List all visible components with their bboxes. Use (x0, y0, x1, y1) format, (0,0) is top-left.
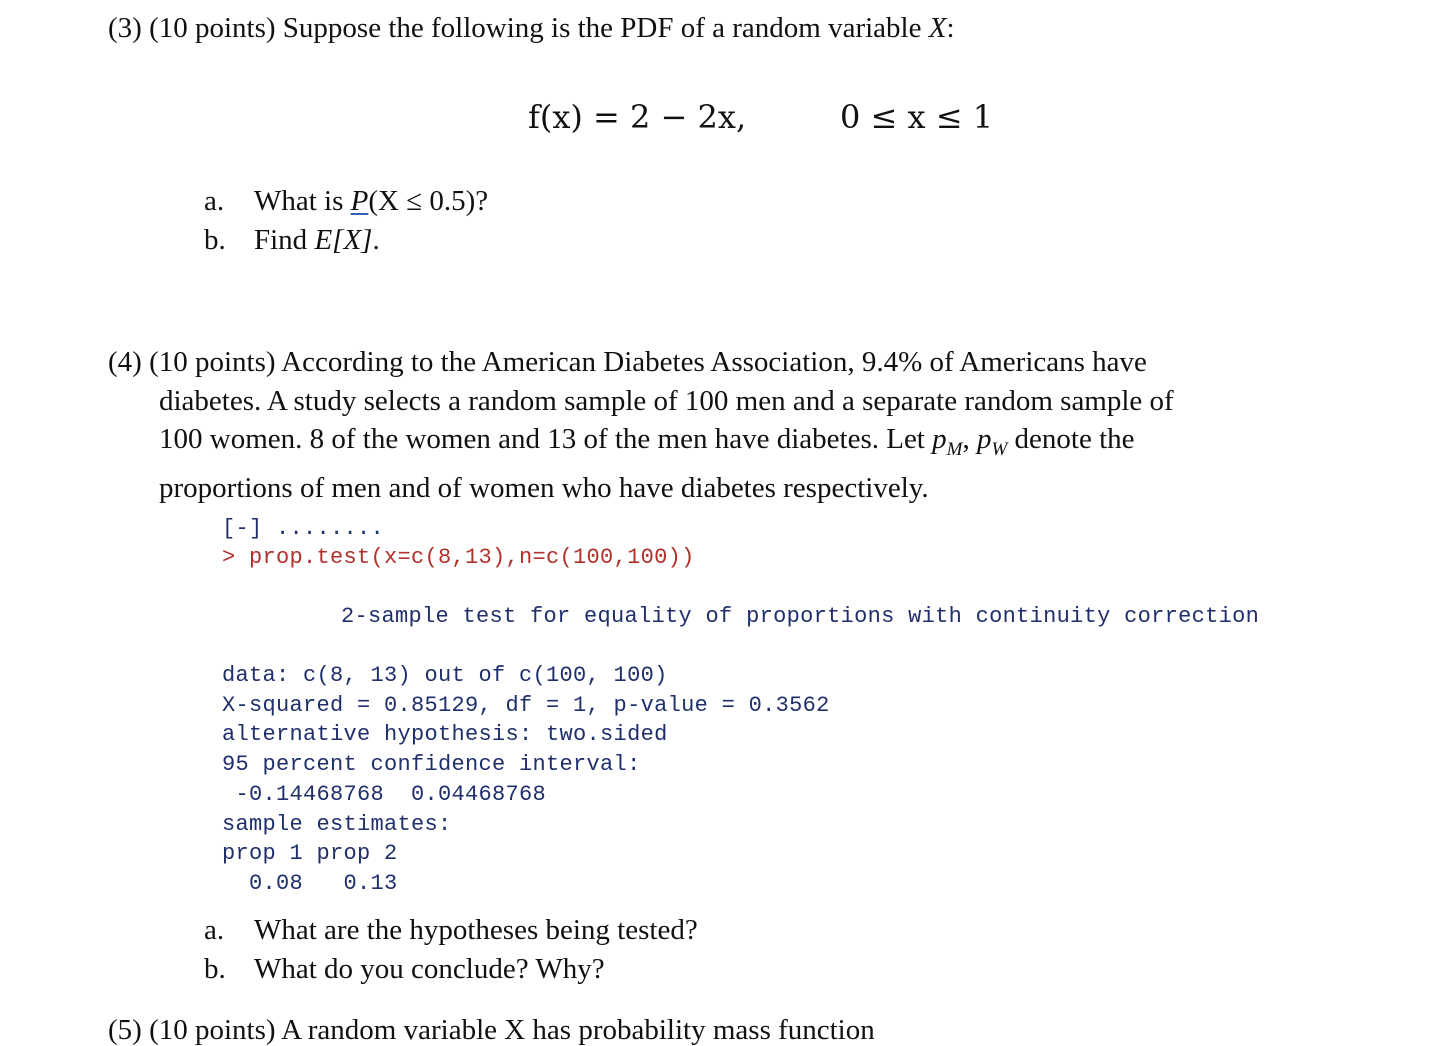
q3-part-a-math: (X ≤ 0.5)? (368, 185, 489, 217)
q3-colon: : (946, 12, 955, 44)
q3-part-b-math: E[X] (314, 224, 373, 256)
q4-line-4: proportions of men and of women who have diabetes respectively. (159, 472, 929, 505)
q4-paragraph (108, 343, 1288, 508)
r-est-values: 0.08 0.13 (222, 871, 398, 896)
q3-heading-text: (3) (10 points) Suppose the following is the PDF of a random variable (108, 12, 929, 44)
r-ci-label: 95 percent confidence interval: (222, 752, 641, 777)
r-data-line: data: c(8, 13) out of c(100, 100) (222, 663, 668, 688)
q4-line-3 (108, 420, 1288, 469)
r-ci-values: -0.14468768 0.04468768 (222, 782, 547, 807)
q3-part-a-pre: What is (254, 185, 351, 217)
q3-part-a-label: a. (204, 185, 225, 217)
q4-part-a-label: a. (204, 914, 225, 946)
q3-formula-lhs (528, 98, 746, 136)
q3-formula-lhs-text: f(x) = 2 − 2x, (528, 98, 747, 136)
r-output-top-fragment-text: [-] ........ (222, 516, 385, 541)
q3-part-b-pre: Find (254, 224, 315, 256)
r-stat-line: X-squared = 0.85129, df = 1, p-value = 0.3562 (222, 693, 830, 718)
r-test-title: 2-sample test for equality of proportions with continuity correction (341, 604, 1260, 629)
q3-part-b-text (254, 224, 380, 257)
q4-part-a-text: What are the hypotheses being tested? (254, 914, 698, 946)
r-command: > prop.test(x=c(8,13),n=c(100,100)) (222, 545, 695, 570)
q4-part-b-label: b. (204, 953, 226, 985)
r-est-header: prop 1 prop 2 (222, 841, 398, 866)
q3-part-a-text (254, 185, 488, 218)
q4-part-b-text: What do you conclude? Why? (254, 953, 605, 985)
r-est-label: sample estimates: (222, 812, 452, 837)
q3-heading (108, 12, 955, 45)
q5-fragment-text: (5) (10 points) A random variable X has probability mass function (108, 1014, 875, 1046)
q4-comma: , (962, 423, 977, 455)
q3-variable: X (928, 12, 947, 44)
q4-line-2: diabetes. A study selects a random sample of 100 men and a separate random sample of (159, 384, 1174, 417)
q5-fragment (108, 1014, 1008, 1046)
r-output-top-fragment (222, 516, 422, 541)
q4-line-3-post: denote the (1007, 423, 1135, 455)
q3-formula-rhs (840, 98, 993, 136)
q3-part-a-prob: P (350, 185, 369, 217)
q4-line-3-pre: 100 women. 8 of the women and 13 of the men have diabetes. Let (159, 423, 933, 455)
r-alt-line: alternative hypothesis: two.sided (222, 722, 668, 747)
q3-part-b-post: . (372, 224, 380, 256)
q4-pm: $p_M$ (932, 423, 963, 460)
q4-line-1: (4) (10 points) According to the American Diabetes Association, 9.4% of Americans have (108, 346, 1147, 378)
q3-part-b-label: b. (204, 224, 226, 256)
q4-pw: $p_W$ (976, 423, 1008, 460)
q3-formula-rhs-text: 0 ≤ x ≤ 1 (840, 98, 994, 136)
